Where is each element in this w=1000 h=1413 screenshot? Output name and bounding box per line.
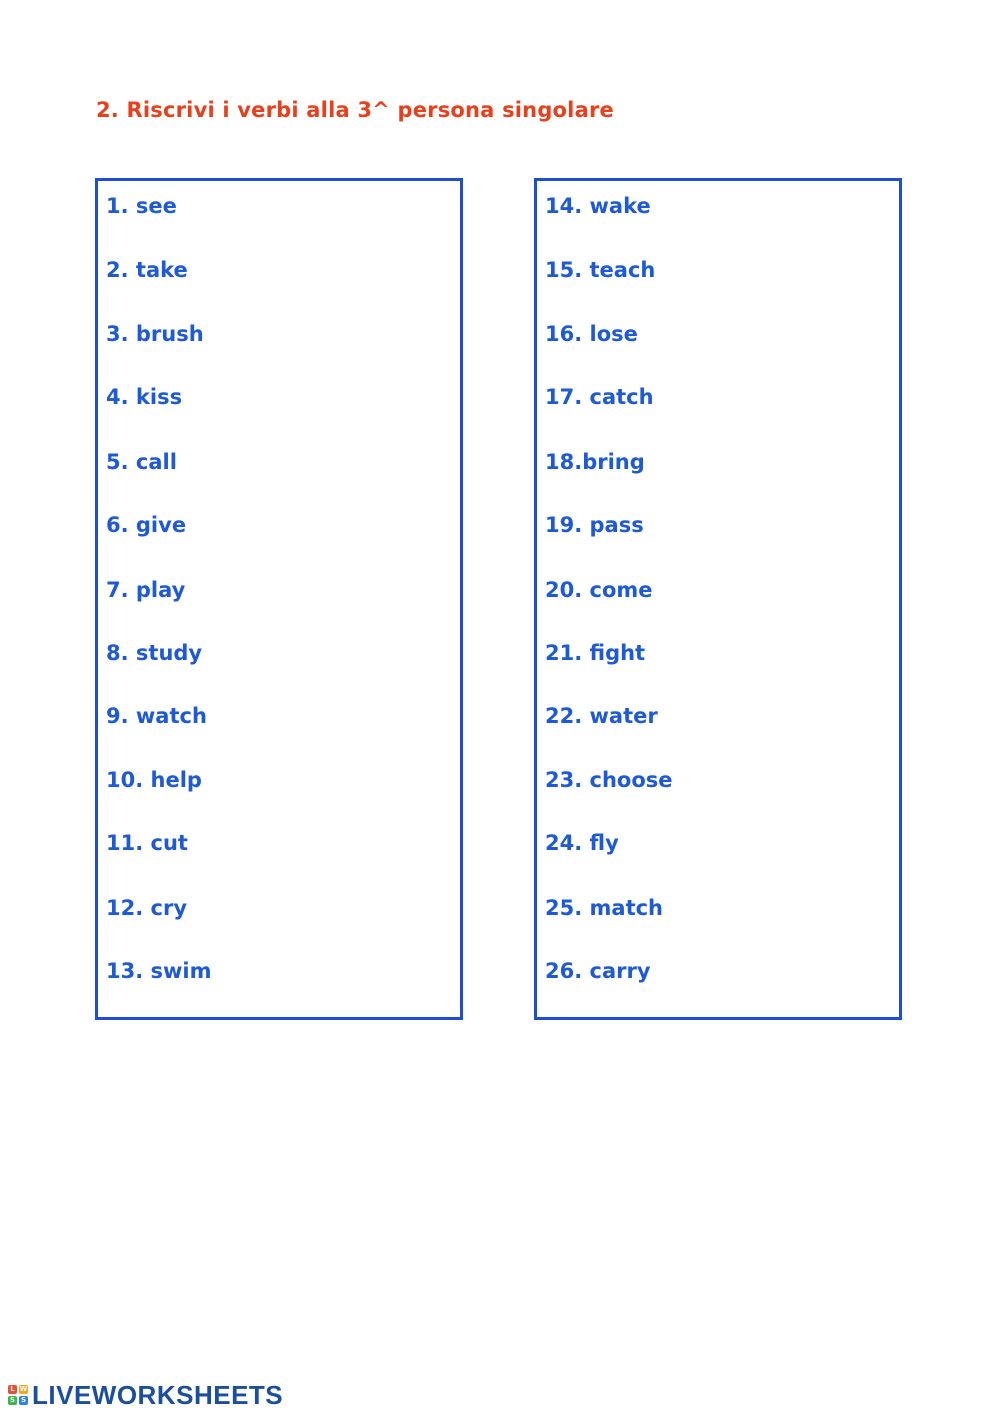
logo-mark-icon: L W S S [9,1385,28,1404]
verb-item: 13. swim [106,959,212,983]
verb-item: 5. call [106,450,177,474]
verb-list-left [95,178,463,1020]
verb-item: 9. watch [106,704,207,728]
verb-item: 16. lose [545,322,638,346]
verb-item: 8. study [106,641,203,665]
verb-item: 3. brush [106,322,204,346]
verb-item: 6. give [106,513,187,537]
verb-item: 7. play [106,578,186,602]
verb-item: 14. wake [545,194,651,218]
verb-item: 11. cut [106,831,188,855]
verb-item: 19. pass [545,513,644,537]
verb-item: 15. teach [545,258,656,282]
verb-item: 25. match [545,896,664,920]
verb-item: 23. choose [545,768,673,792]
verb-item: 26. carry [545,959,651,983]
instruction-heading: 2. Riscrivi i verbi alla 3^ persona singolare [96,98,614,122]
verb-item: 18.bring [545,450,645,474]
verb-item: 2. take [106,258,188,282]
verb-item: 12. cry [106,896,188,920]
verb-item: 20. come [545,578,653,602]
verb-item: 4. kiss [106,385,183,409]
verb-item: 17. catch [545,385,654,409]
brand-name: LIVEWORKSHEETS [32,1379,284,1410]
verb-item: 10. help [106,768,202,792]
verb-item: 1. see [106,194,177,218]
verb-item: 22. water [545,704,658,728]
verb-list-right [534,178,902,1020]
liveworksheets-logo[interactable] [8,1380,283,1410]
verb-item: 24. fly [545,831,619,855]
verb-item: 21. fight [545,641,646,665]
